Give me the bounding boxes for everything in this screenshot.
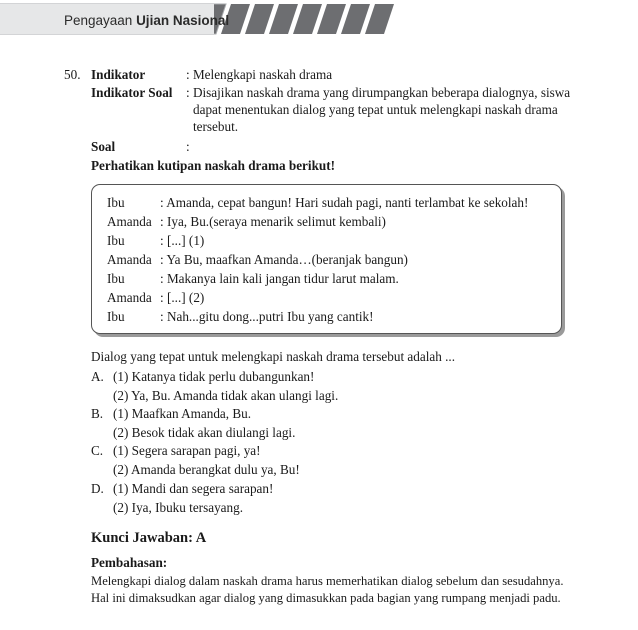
header-stripe-5 <box>317 4 346 34</box>
dialog-line: : Makanya lain kali jangan tidur larut malam. <box>160 271 399 286</box>
dialog-speaker: Ibu <box>107 309 125 324</box>
dialog-speaker: Amanda <box>107 214 152 229</box>
dialog-speaker: Ibu <box>107 233 125 248</box>
option-line-2: (2) Besok tidak akan diulangi lagi. <box>113 425 296 440</box>
dialog-line: : Amanda, cepat bangun! Hari sudah pagi, nanti terlambat ke sekolah! <box>160 195 529 210</box>
option-line-2: (2) Ya, Bu. Amanda tidak akan ulangi lagi. <box>113 388 339 403</box>
dialog-line: : [...] (1) <box>160 233 205 248</box>
header-stripe-6 <box>341 4 370 34</box>
dialog-speaker: Amanda <box>107 252 152 267</box>
dialog-speaker: Ibu <box>107 271 125 286</box>
instruction: Perhatikan kutipan naskah drama berikut! <box>91 158 336 173</box>
dialog-speaker: Ibu <box>107 195 125 210</box>
question-prompt: Dialog yang tepat untuk melengkapi naskah drama tersebut adalah ... <box>91 349 456 364</box>
header-stripe-2 <box>245 4 274 34</box>
option-letter: B. <box>91 406 104 421</box>
page-header <box>0 0 638 44</box>
dialog-line: : [...] (2) <box>160 290 205 305</box>
header-stripe-4 <box>293 4 322 34</box>
indikator-soal-line-1: : Disajikan naskah drama yang dirumpangkan beberapa dialognya, siswa <box>186 85 571 100</box>
header-title: Pengayaan Ujian Nasional <box>64 13 230 28</box>
header-stripe-7 <box>365 4 394 34</box>
indikator-soal-label: Indikator Soal <box>91 85 173 100</box>
discussion-line-2: Hal ini dimaksudkan agar dialog yang dimasukkan pada bagian yang rumpang menjadi padu. <box>91 591 561 605</box>
option-line-1: (1) Segera sarapan pagi, ya! <box>113 443 261 458</box>
discussion-line-1: Melengkapi dialog dalam naskah drama harus memerhatikan dialog sebelum dan sesudahnya. <box>91 574 564 588</box>
option-line-1: (1) Katanya tidak perlu dubangunkan! <box>113 369 315 384</box>
option-letter: C. <box>91 443 104 458</box>
header-stripe-3 <box>269 4 298 34</box>
option-line-2: (2) Amanda berangkat dulu ya, Bu! <box>113 462 300 477</box>
option-letter: D. <box>91 481 104 496</box>
dialog-line: : Iya, Bu.(seraya menarik selimut kembali) <box>160 214 386 229</box>
dialog-speaker: Amanda <box>107 290 152 305</box>
option-line-1: (1) Mandi dan segera sarapan! <box>113 481 274 496</box>
indikator-soal-line-3: tersebut. <box>193 119 239 134</box>
indikator-label: Indikator <box>91 67 146 82</box>
dialog-line: : Nah...gitu dong...putri Ibu yang cantik! <box>160 309 374 324</box>
option-line-1: (1) Maafkan Amanda, Bu. <box>113 406 252 421</box>
dialog-line: : Ya Bu, maafkan Amanda…(beranjak bangun) <box>160 252 408 267</box>
soal-label: Soal <box>91 139 116 154</box>
option-line-2: (2) Iya, Ibuku tersayang. <box>113 500 243 515</box>
soal-colon: : <box>186 139 190 154</box>
drama-excerpt-box <box>91 184 562 334</box>
answer-key: Kunci Jawaban: A <box>91 530 207 546</box>
indikator-value: : Melengkapi naskah drama <box>186 67 333 82</box>
question-number: 50. <box>64 67 81 82</box>
discussion-label: Pembahasan: <box>91 555 168 570</box>
option-letter: A. <box>91 369 104 384</box>
indikator-soal-line-2: dapat menentukan dialog yang tepat untuk melengkapi naskah drama <box>193 102 558 117</box>
